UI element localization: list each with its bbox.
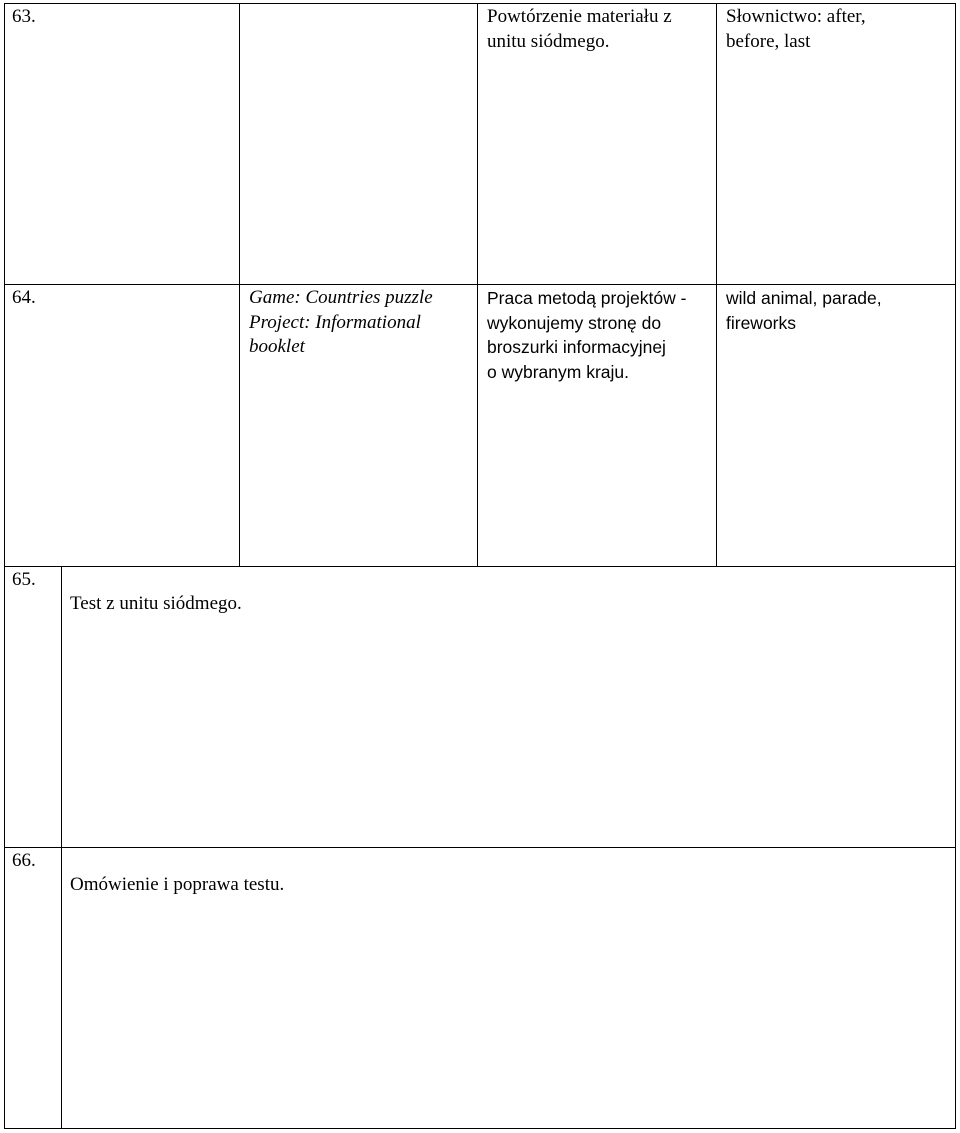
row-64-vocabulary: wild animal, parade, fireworks [726,288,882,333]
row-divider-65-66 [4,847,956,848]
row-66-content: Omówienie i poprawa testu. [70,874,285,895]
row-divider-63-64 [4,284,956,285]
row-66-number: 66. [12,850,36,871]
row-64-topic: Game: Countries puzzle Project: Informational booklet [249,287,433,357]
column-divider-content [61,566,62,1129]
row-63-number: 63. [12,6,36,27]
table-border-left [4,3,5,1129]
table-border-right [955,3,956,1129]
row-63-activity: Powtórzenie materiału z unitu siódmego. [487,6,672,52]
table-border-top [4,3,956,4]
row-65-number: 65. [12,569,36,590]
column-divider-vocabulary [716,3,717,566]
row-65-content: Test z unitu siódmego. [70,593,242,614]
column-divider-topic [239,3,240,566]
row-divider-64-65 [4,566,956,567]
column-divider-activity [477,3,478,566]
row-64-number: 64. [12,287,36,308]
row-63-vocabulary: Słownictwo: after, before, last [726,6,866,52]
table-border-bottom [4,1128,956,1129]
row-64-activity: Praca metodą projektów - wykonujemy stronę do broszurki informacyjnej o wybranym kraju. [487,288,687,382]
